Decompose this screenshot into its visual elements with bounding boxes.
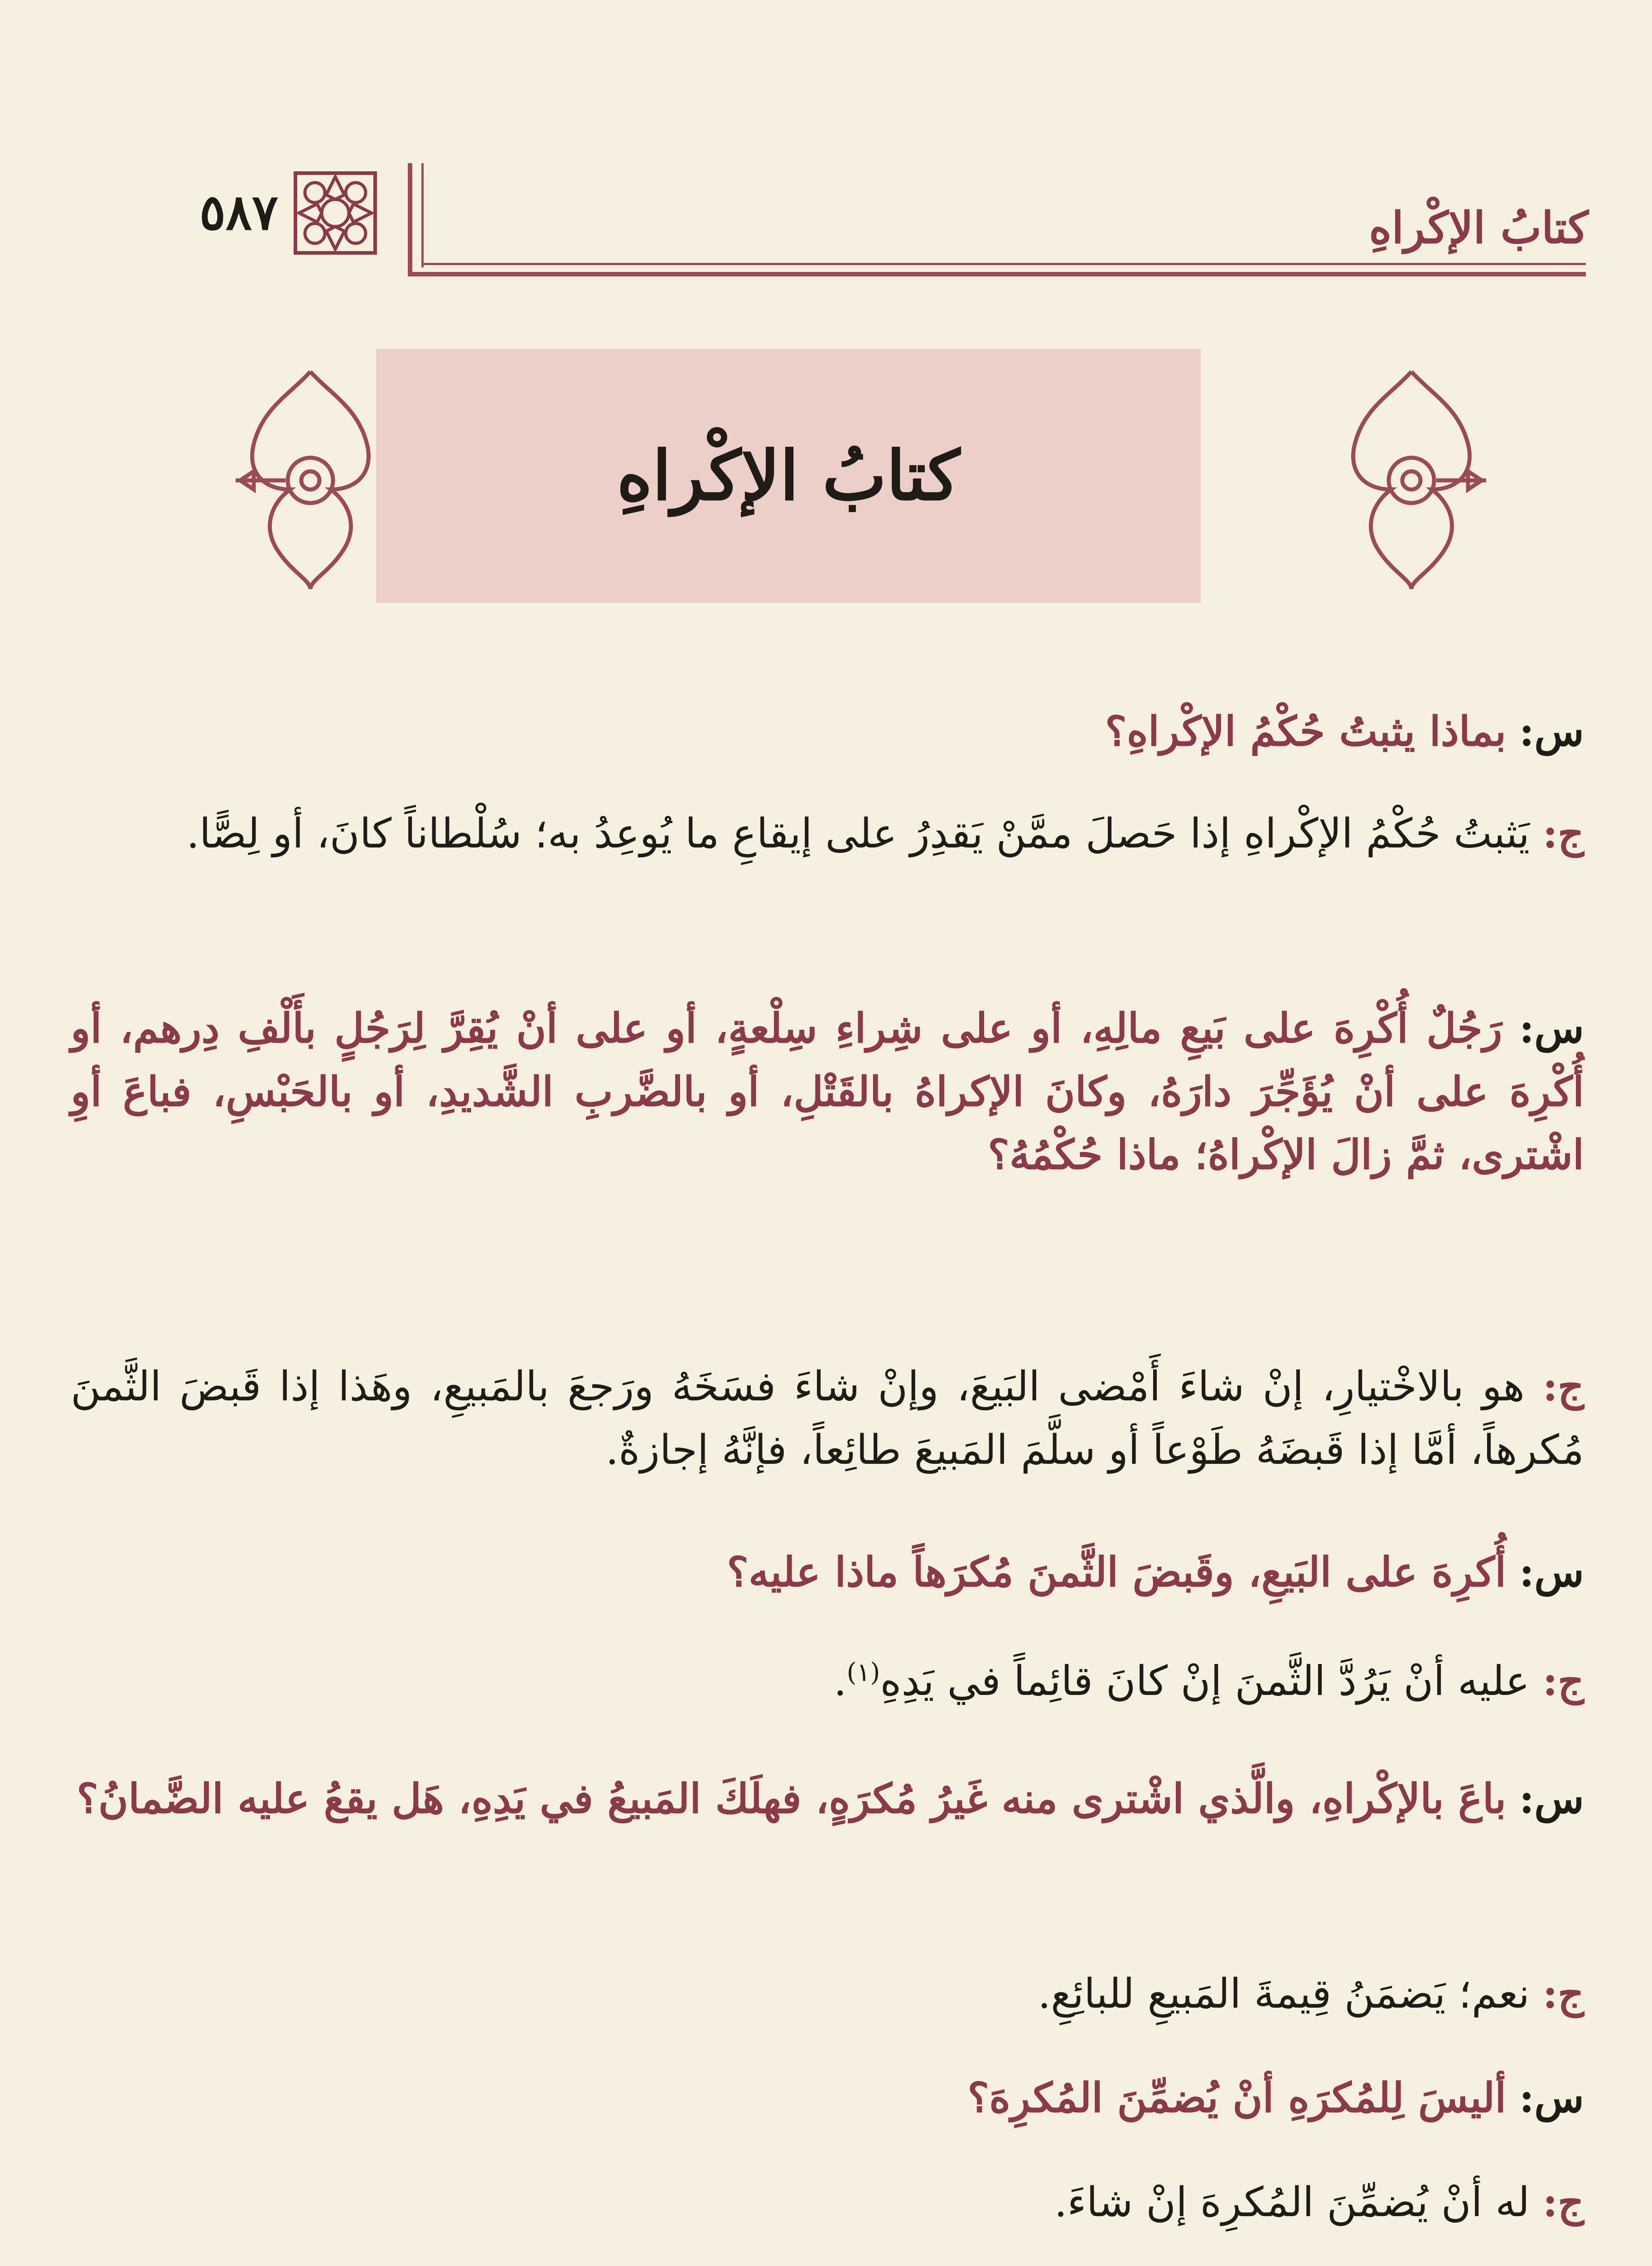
question-label: س: (1519, 1775, 1584, 1823)
question-5 (71, 2067, 1584, 2130)
answer-text: عليه أنْ يَرُدَّ الثَّمنَ إنْ كانَ قائِماً في يَدِهِ (880, 1657, 1530, 1705)
answer-label: ج: (1542, 2178, 1584, 2226)
question-text: أُكرِهَ على البَيعِ، وقَبضَ الثَّمنَ مُكرَهاً ماذا عليه؟ (727, 1548, 1507, 1596)
header-rule-vertical-2 (421, 163, 424, 267)
page-number: ٥٨٧ (199, 184, 279, 241)
question-label: س: (1519, 1548, 1584, 1596)
banner-left-ornament-icon (236, 353, 385, 607)
answer-label: ج: (1542, 1657, 1584, 1705)
answer-1 (71, 802, 1584, 866)
question-3 (71, 1541, 1584, 1604)
chapter-title: كتابُ الإكْراهِ (617, 436, 960, 516)
chapter-banner (376, 349, 1201, 603)
header-ornament-icon (290, 168, 381, 258)
header-rule-horizontal-2 (421, 263, 1586, 265)
question-label: س: (1519, 2074, 1584, 2122)
answer-label: ج: (1542, 809, 1584, 857)
question-4 (71, 1767, 1584, 1831)
banner-right-ornament-icon (1337, 353, 1486, 607)
answer-text: له أنْ يُضمِّنَ المُكرِهَ إنْ شاءَ. (1054, 2179, 1530, 2226)
answer-label: ج: (1542, 1970, 1584, 2018)
answer-3: ج: عليه أنْ يَرُدَّ الثَّمنَ إنْ كانَ قائِماً في يَدِهِ$^{(١)}$. (833, 1657, 1584, 1705)
question-text: باعَ بالإكْراهِ، والَّذي اشْترى منه غَيرُ مُكرَهٍ، فهلَكَ المَبيعُ في يَدِهِ، هَل يقعُ عليه الضَّمانُ؟ (77, 1775, 1507, 1823)
question-text: أليسَ لِلمُكرَهِ أنْ يُضمِّنَ المُكرِهَ؟ (967, 2074, 1507, 2122)
answer-4 (71, 1962, 1584, 2026)
answer-text: يَثبتُ حُكْمُ الإكْراهِ إذا حَصلَ ممَّنْ يَقدِرُ على إيقاعِ ما يُوعِدُ به؛ سُلْطاناً كانَ، أو لِصًّا. (186, 810, 1530, 857)
header-rule-vertical-1 (408, 163, 412, 276)
running-header-title: كتابُ الإكْراهِ (1369, 202, 1589, 253)
question-text: بماذا يثبتُ حُكْمُ الإكْراهِ؟ (1105, 707, 1507, 755)
answer-5 (71, 2171, 1584, 2234)
answer-label: ج: (1542, 1362, 1584, 1410)
answer-text: هو بالاخْتيارِ، إنْ شاءَ أَمْضى البَيعَ، وإنْ شاءَ فسَخَهُ ورَجعَ بالمَبيعِ، وهَذا إذا قَبضَ الثَّمنَ مُكرهاً، أمَّا إذا قَبضَهُ طَوْعاً أو سلَّمَ المَبيعَ طائِعاً، فإنَّهُ إجازةٌ. (71, 1363, 1584, 1474)
answer-text: نعم؛ يَضمَنُ قِيمةَ المَبيعِ للبائِعِ. (1038, 1970, 1530, 2018)
question-label: س: (1519, 1004, 1584, 1052)
question-text: رَجُلٌ أُكْرِهَ على بَيعِ مالِهِ، أو على شِراءِ سِلْعةٍ، أو على أنْ يُقِرَّ لِرَجُلٍ بأَلْفِ دِرهم، أو أُكْرِهَ على أنْ يُؤَجِّرَ دارَهُ، وكانَ الإكراهُ بالقَتْلِ، أو بالضَّربِ الشَّديدِ، أو بالحَبْسِ، فباعَ أوِ اشْترى، ثمَّ زالَ الإكْراهُ؛ ماذا حُكْمُهُ؟ (71, 1004, 1584, 1179)
question-label: س: (1519, 707, 1584, 755)
footnote-reference[interactable]: (١) (846, 1658, 880, 1687)
answer-2 (71, 1355, 1584, 1482)
question-1 (71, 700, 1584, 764)
question-2 (71, 997, 1584, 1187)
header-rule-horizontal-1 (408, 272, 1586, 276)
